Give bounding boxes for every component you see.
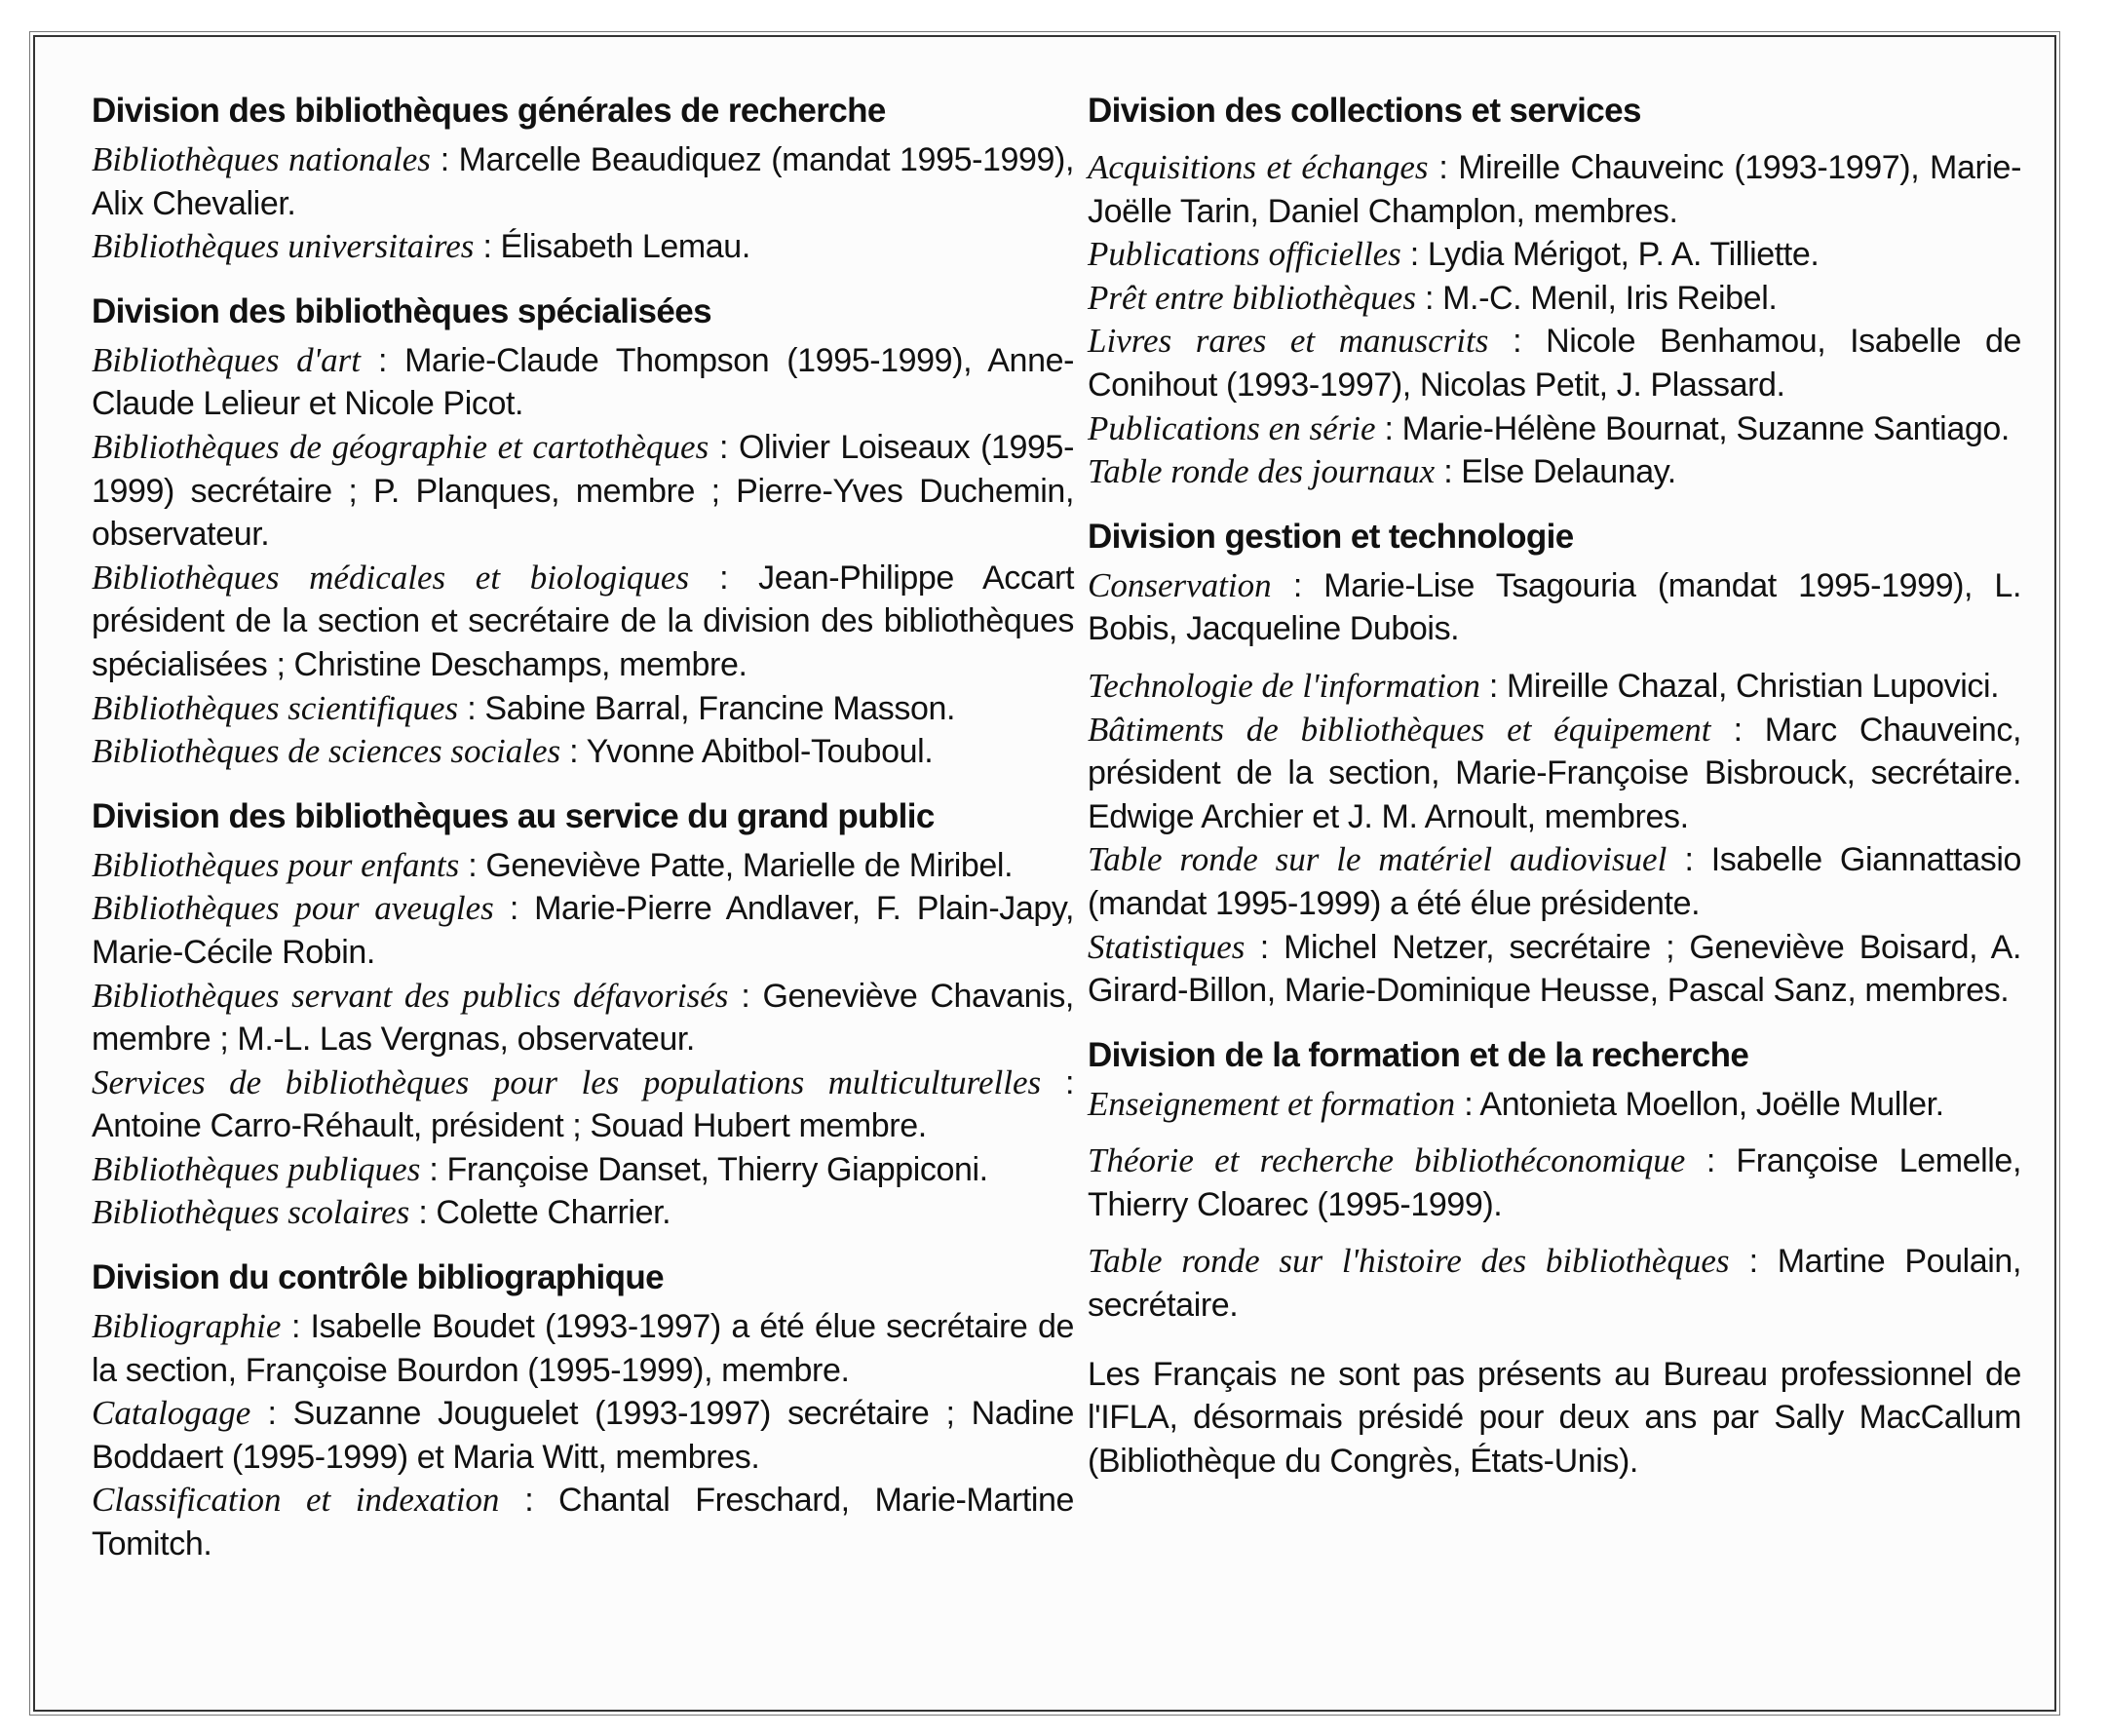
entry-text: : Else Delaunay. (1435, 453, 1676, 491)
entry (1088, 564, 2021, 651)
entry (1088, 320, 2021, 406)
entry (1088, 838, 2021, 925)
entry-label: Conservation (1088, 565, 1272, 604)
entry (1088, 926, 2021, 1013)
entry (1088, 146, 2021, 233)
entry-label: Bibliothèques publiques (92, 1149, 421, 1188)
entry-text: : Nicole Benhamou, Isabelle de Conihout (1993-1997), Nicolas Petit, J. Plassard. (1088, 323, 2021, 404)
entry-text: : Colette Charrier. (409, 1194, 671, 1232)
section-collections-services (1088, 90, 2021, 494)
entry-text: : Élisabeth Lemau. (474, 228, 750, 266)
entry-label: Statistiques (1088, 927, 1246, 966)
entry (92, 975, 1074, 1061)
entry-label: Bibliographie (92, 1307, 282, 1346)
entry-label: Bibliothèques de sciences sociales (92, 732, 561, 771)
right-column (1088, 90, 2021, 1483)
entry-label: Bibliothèques pour enfants (92, 845, 460, 884)
entry-label: Bibliothèques médicales et biologiques (92, 558, 690, 597)
entry (92, 225, 1074, 269)
entry (92, 138, 1074, 225)
section-bibliotheques-generales (92, 90, 1074, 269)
entry (92, 887, 1074, 974)
entry-text: : Isabelle Giannattasio (mandat 1995-1999) a été élue présidente. (1088, 841, 2021, 922)
entry-text: : Marc Chauveinc, président de la section, Marie-Françoise Bisbrouck, secrétaire. Edwige Archier et J. M. Arnoult, membres. (1088, 711, 2021, 835)
closing-note: Les Français ne sont pas présents au Bureau professionnel de l'IFLA, désormais présidé pour deux ans par Sally MacCallum (Bibliothèque du Congrès, États-Unis). (1088, 1355, 2021, 1480)
entry-label: Acquisitions et échanges (1088, 148, 1429, 186)
entry-text: : Jean-Philippe Accart président de la section et secrétaire de la division des bibliothèques spécialisées ; Christine Deschamps, membre. (92, 559, 1074, 683)
entry (92, 1392, 1074, 1479)
section-bibliotheques-specialisees (92, 290, 1074, 774)
entry-label: Bibliothèques de géographie et cartothèques (92, 427, 709, 466)
section-formation-recherche (1088, 1034, 2021, 1328)
entry (92, 1479, 1074, 1565)
entry-text: : Geneviève Patte, Marielle de Miribel. (459, 846, 1014, 884)
entry-label: Théorie et recherche bibliothéconomique (1088, 1141, 1686, 1180)
entry-label: Publications en série (1088, 408, 1376, 447)
entry-text: : Olivier Loiseaux (1995-1999) secrétaire ; P. Planques, membre ; Pierre-Yves Duchemin, observateur. (92, 428, 1074, 554)
entry-text: : Marie-Pierre Andlaver, F. Plain-Japy, Marie-Cécile Robin. (92, 890, 1074, 971)
entry-label: Services de bibliothèques pour les populations multiculturelles (92, 1062, 1042, 1101)
entry-label: Bibliothèques scientifiques (92, 688, 459, 727)
entry (1088, 407, 2021, 451)
entry-text: : Mireille Chazal, Christian Lupovici. (1479, 667, 2000, 705)
entry (1088, 1083, 2021, 1127)
entry-text: : Antoine Carro-Réhault, président ; Souad Hubert membre. (92, 1063, 1075, 1145)
entry-text: : M.-C. Menil, Iris Reibel. (1415, 279, 1778, 317)
entry (92, 1191, 1074, 1235)
entry (92, 557, 1074, 687)
entry-label: Table ronde sur le matériel audiovisuel (1088, 840, 1667, 879)
entry-label: Table ronde des journaux (1088, 452, 1436, 491)
entry-text: : Yvonne Abitbol-Touboul. (560, 733, 934, 771)
entry-text: : Chantal Freschard, Marie-Martine Tomitch. (92, 1482, 1074, 1563)
entry (1088, 709, 2021, 839)
entry-text: : Lydia Mérigot, P. A. Tilliette. (1400, 236, 1820, 274)
document-frame (33, 35, 2056, 1712)
entry-text: : Sabine Barral, Francine Masson. (458, 689, 956, 727)
entry (1088, 1139, 2021, 1226)
section-heading: Division de la formation et de la recherche (1088, 1035, 1749, 1074)
entry-text: : Martine Poulain, secrétaire. (1088, 1243, 2021, 1325)
entry-text: : Françoise Lemelle, Thierry Cloarec (1995-1999). (1088, 1142, 2021, 1223)
entry (92, 844, 1074, 888)
entry-text: : Marie-Hélène Bournat, Suzanne Santiago. (1375, 409, 2010, 447)
section-grand-public (92, 795, 1074, 1235)
section-heading: Division des bibliothèques au service du grand public (92, 796, 935, 835)
entry-text: : Françoise Danset, Thierry Giappiconi. (420, 1150, 988, 1188)
entry (92, 426, 1074, 557)
entry-text: : Mireille Chauveinc (1993-1997), Marie-Joëlle Tarin, Daniel Champlon, membres. (1088, 149, 2021, 230)
entry-label: Livres rares et manuscrits (1088, 322, 1489, 361)
entry (1088, 277, 2021, 321)
entry-label: Classification et indexation (92, 1481, 500, 1520)
entry (1088, 665, 2021, 709)
section-heading: Division des collections et services (1088, 92, 1641, 130)
entry-label: Bibliothèques pour aveugles (92, 889, 494, 928)
section-heading: Division gestion et technologie (1088, 517, 1574, 556)
entry-label: Technologie de l'information (1088, 666, 1480, 705)
entry-text: : Isabelle Boudet (1993-1997) a été élue secrétaire de la section, Françoise Bourdon (1995-1999), membre. (92, 1308, 1074, 1389)
entry-label: Bibliothèques universitaires (92, 227, 475, 266)
entry (92, 687, 1074, 731)
entry (92, 339, 1074, 426)
entry-text: : Marie-Claude Thompson (1995-1999), Anne-Claude Lelieur et Nicole Picot. (92, 341, 1075, 423)
entry (1088, 1240, 2021, 1327)
entry-label: Enseignement et formation (1088, 1084, 1456, 1123)
section-heading: Division des bibliothèques spécialisées (92, 291, 711, 330)
entry-label: Bibliothèques servant des publics défavorisés (92, 976, 729, 1015)
section-controle-bibliographique (92, 1256, 1074, 1566)
left-column (92, 90, 1074, 1588)
entry (92, 1148, 1074, 1192)
entry-text: : Antonieta Moellon, Joëlle Muller. (1455, 1085, 1944, 1123)
entry-text: : Geneviève Chavanis, membre ; M.-L. Las Vergnas, observateur. (92, 977, 1074, 1059)
entry-label: Bibliothèques nationales (92, 140, 431, 178)
entry-label: Table ronde sur l'histoire des bibliothèques (1088, 1242, 1730, 1281)
entry-label: Catalogage (92, 1394, 251, 1433)
section-heading: Division du contrôle bibliographique (92, 1258, 665, 1297)
entry-text: : Suzanne Jouguelet (1993-1997) secrétaire ; Nadine Boddaert (1995-1999) et Maria Witt, membres. (92, 1395, 1074, 1476)
entry (92, 730, 1074, 774)
entry-label: Publications officielles (1088, 235, 1401, 274)
entry (92, 1305, 1074, 1392)
entry-label: Bâtiments de bibliothèques et équipement (1088, 710, 1711, 749)
entry (1088, 233, 2021, 277)
entry (1088, 450, 2021, 494)
entry-label: Bibliothèques scolaires (92, 1193, 410, 1232)
entry-text: : Michel Netzer, secrétaire ; Geneviève Boisard, A. Girard-Billon, Marie-Dominique Heusse, Pascal Sanz, membres. (1088, 928, 2021, 1010)
entry-text: : Marcelle Beaudiquez (mandat 1995-1999), Alix Chevalier. (92, 141, 1075, 222)
section-gestion-technologie (1088, 516, 2021, 1013)
entry-label: Bibliothèques d'art (92, 340, 362, 379)
entry-label: Prêt entre bibliothèques (1088, 278, 1416, 317)
entry-text: : Marie-Lise Tsagouria (mandat 1995-1999), L. Bobis, Jacqueline Dubois. (1088, 566, 2021, 648)
entry (92, 1061, 1074, 1148)
section-heading: Division des bibliothèques générales de recherche (92, 92, 886, 130)
